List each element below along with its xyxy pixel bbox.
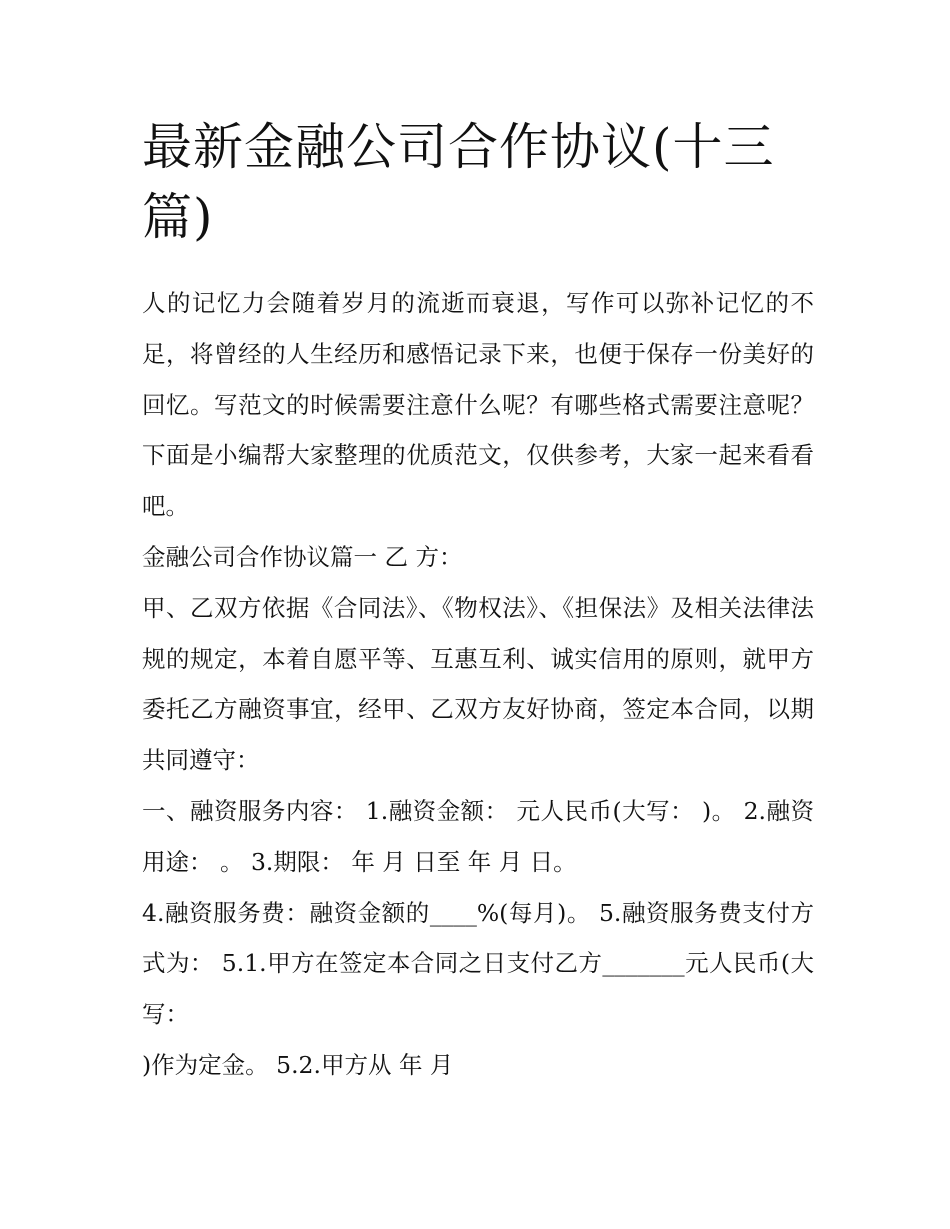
title-line-1: 最新金融公司合作协议(十三 [142,118,775,176]
clause-deposit: )作为定金。 5.2.甲方从 年 月 [142,1050,454,1079]
intro-paragraph: 人的记忆力会随着岁月的流逝而衰退，写作可以弥补记忆的不足，将曾经的人生经历和感悟记录下来，也便于保存一份美好的回忆。写范文的时候需要注意什么呢？有哪些格式需要注意呢？下面是小编帮大家整理的优质范文，仅供参考，大家一起来看看吧。 [142,289,814,521]
document-title [142,112,814,252]
clause-service-content: 一、融资服务内容： 1.融资金额： 元人民币(大写： )。 2.融资用途： 。 3.期限： 年 月 日至 年 月 日。 [142,796,814,876]
title-line-2: 篇) [142,188,214,246]
preamble-paragraph: 甲、乙双方依据《合同法》、《物权法》、《担保法》及相关法律法规的规定，本着自愿平等、互惠互利、诚实信用的原则，就甲方委托乙方融资事宜，经甲、乙双方友好协商，签定本合同，以期共同遵守： [142,593,814,775]
section-heading: 金融公司合作协议篇一 乙 方： [142,542,463,571]
document-page [142,112,814,1091]
clause-service-fee: 4.融资服务费：融资金额的____%(每月)。 5.融资服务费支付方式为： 5.1.甲方在签定本合同之日支付乙方_______元人民币(大写： [142,898,814,1029]
document-body [142,278,814,1091]
